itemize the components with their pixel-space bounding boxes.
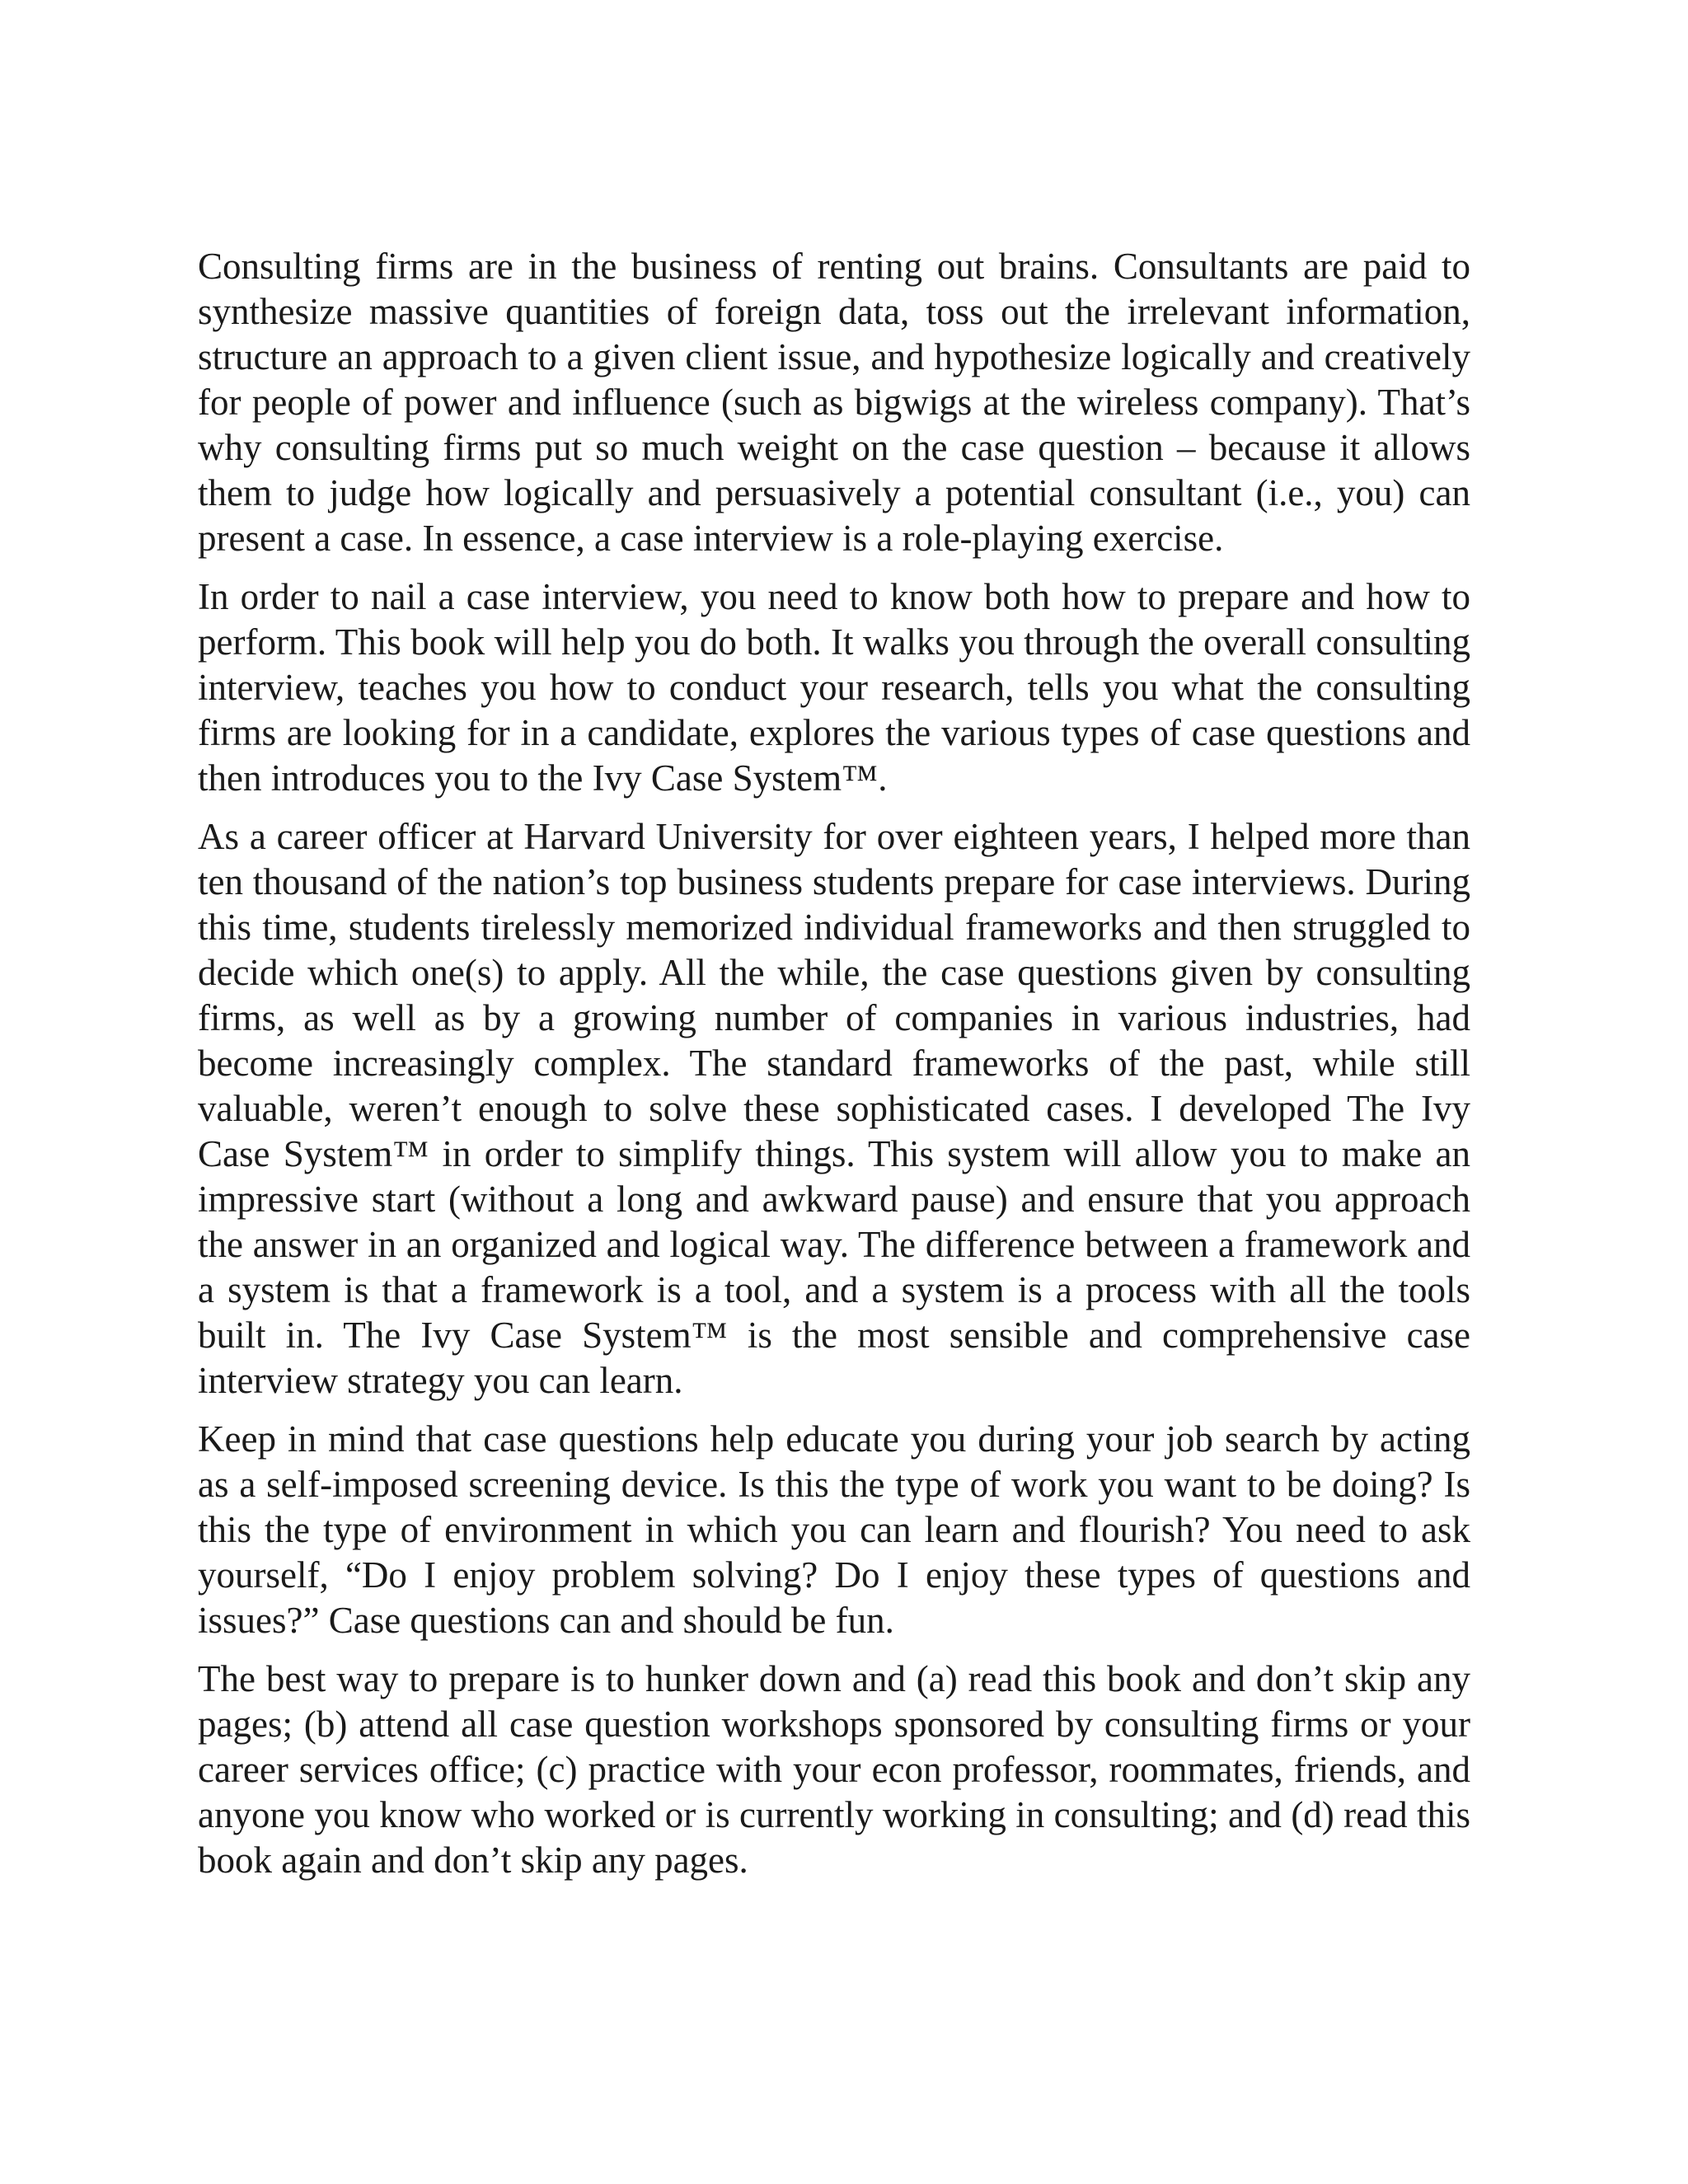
paragraph-1: Consulting firms are in the business of renting out brains. Consultants are paid to synthesize massive quantities of foreign data, toss out the irrelevant information, structure an approach to a given client issue, and hypothesize logically and creatively for people of power and influence (such as bigwigs at the wireless company). That’s why consulting firms put so much weight on the case question – because it allows them to judge how logically and persuasively a potential consultant (i.e., you) can present a case. In essence, a case interview is a role-playing exercise.: [198, 246, 1470, 559]
paragraph-4: Keep in mind that case questions help educate you during your job search by acting as a self-imposed screening device. Is this the type of work you want to be doing? Is this the type of environment in which you can learn and flourish? You need to ask yourself, “Do I enjoy problem solving? Do I enjoy these types of questions and issues?” Case questions can and should be fun.: [198, 1418, 1470, 1641]
paragraph-3: As a career officer at Harvard University for over eighteen years, I helped more than ten thousand of the nation’s top business students prepare for case interviews. During this time, students tirelessly memorized individual frameworks and then struggled to decide which one(s) to apply. All the while, the case questions given by consulting firms, as well as by a growing number of companies in various industries, had become increasingly complex. The standard frameworks of the past, while still valuable, weren’t enough to solve these sophisticated cases. I developed The Ivy Case System™ in order to simplify things. This system will allow you to make an impressive start (without a long and awkward pause) and ensure that you approach the answer in an organized and logical way. The difference between a framework and a system is that a framework is a tool, and a system is a process with all the tools built in. The Ivy Case System™ is the most sensible and comprehensive case interview strategy you can learn.: [198, 816, 1470, 1401]
paragraph-5: The best way to prepare is to hunker down and (a) read this book and don’t skip any pages; (b) attend all case question workshops sponsored by consulting firms or your career services office; (c) practice with your econ professor, roommates, friends, and anyone you know who worked or is currently working in consulting; and (d) read this book again and don’t skip any pages.: [198, 1658, 1470, 1881]
body-text: [198, 244, 1470, 1896]
paragraph-2: In order to nail a case interview, you need to know both how to prepare and how to perform. This book will help you do both. It walks you through the overall consulting interview, teaches you how to conduct your research, tells you what the consulting firms are looking for in a candidate, explores the various types of case questions and then introduces you to the Ivy Case System™.: [198, 576, 1470, 799]
